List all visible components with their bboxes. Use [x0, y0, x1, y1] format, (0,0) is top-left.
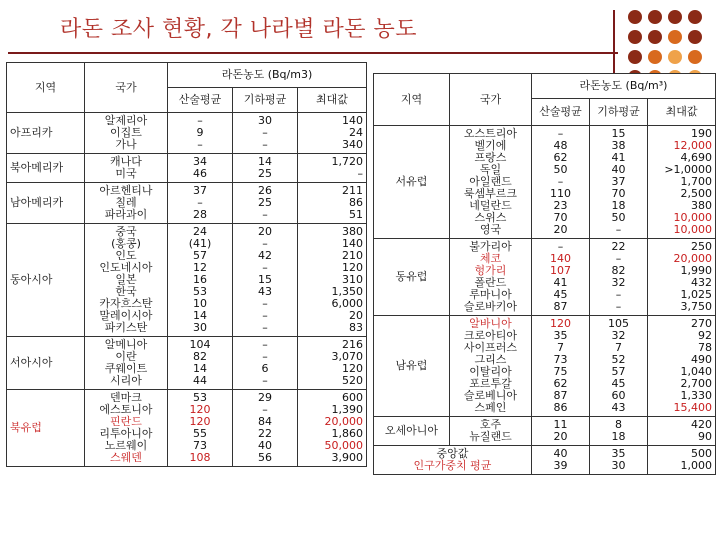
arith-cell: 104 82 14 44 — [168, 337, 233, 390]
region-cell: 아프리카 — [7, 113, 85, 154]
max-cell: 420 90 — [648, 417, 716, 446]
decor-dot — [628, 30, 642, 44]
max-text: 4,690 >1,0000 1,700 2,500 380 — [664, 151, 713, 212]
table-row — [374, 316, 716, 417]
country-cell — [450, 239, 532, 316]
header-region: 지역 — [7, 63, 85, 113]
max-text: 1,860 — [331, 427, 363, 440]
country-text-red: 핀란드 — [110, 415, 142, 428]
geo-cell: 14 25 — [233, 154, 298, 183]
max-cell: 380 140 210 120 310 1,350 6,000 20 83 — [298, 224, 367, 337]
arith-cell — [168, 390, 233, 467]
decor-dot — [688, 30, 702, 44]
max-text: 190 — [691, 127, 713, 140]
country-text: 폴란드 루마니아 슬로바키아 — [463, 276, 518, 313]
table-row — [374, 417, 716, 446]
decor-vertical-line — [613, 10, 615, 74]
country-cell — [85, 390, 168, 467]
decor-dot — [668, 10, 682, 24]
arith-text: – — [557, 240, 564, 253]
header-concentration: 라돈농도 (Bq/m3) — [168, 63, 367, 88]
geo-cell: 35 30 — [590, 446, 648, 475]
arith-text-red: 140 107 — [550, 252, 571, 277]
max-text: 250 — [691, 240, 713, 253]
country-cell — [450, 316, 532, 417]
geo-cell: 22 – 82 32 – – — [590, 239, 648, 316]
region-cell: 동유럽 — [374, 239, 450, 316]
radon-table-left — [6, 62, 367, 467]
geo-cell: 105 32 7 52 57 45 60 43 — [590, 316, 648, 417]
geo-cell: 15 38 41 40 37 70 18 50 – — [590, 126, 648, 239]
table-row — [7, 224, 367, 337]
country-cell: 중국 (홍콩) 인도 인도네시아 일본 한국 카자흐스탄 말레이시아 파키스탄 — [85, 224, 168, 337]
max-cell — [648, 316, 716, 417]
geo-cell: 20 – 42 – 15 43 – – – — [233, 224, 298, 337]
arith-text: 53 — [193, 391, 207, 404]
max-text-red: 12,000 — [673, 139, 713, 152]
region-cell: 오세아니아 — [374, 417, 450, 446]
table-row — [7, 337, 367, 390]
arith-text-red: 120 120 — [189, 403, 211, 428]
header-geo: 기하평균 — [590, 99, 648, 126]
decor-dot — [668, 30, 682, 44]
decor-dot — [628, 50, 642, 64]
header-row — [374, 74, 716, 99]
max-text: 600 1,390 — [331, 391, 363, 416]
max-cell: 500 1,000 — [648, 446, 716, 475]
median-label-cell — [374, 446, 532, 475]
region-cell: 서아시아 — [7, 337, 85, 390]
max-cell: 211 86 51 — [298, 183, 367, 224]
arith-text: 55 73 — [193, 427, 207, 452]
arith-text-red: 120 — [550, 317, 571, 330]
table-row — [7, 154, 367, 183]
median-label: 중앙값 — [436, 447, 469, 460]
arith-cell: 37 – 28 — [168, 183, 233, 224]
max-text-red: 15,400 — [673, 401, 713, 414]
country-text-red: 알바니아 — [469, 317, 512, 330]
arith-text-red: 108 — [189, 451, 211, 464]
country-text: 크로아티아 사이프러스 그리스 이탈리아 포르투갈 슬로베니아 스페인 — [463, 329, 518, 414]
table-row — [374, 126, 716, 239]
max-cell: 1,720 – — [298, 154, 367, 183]
header-row — [7, 63, 367, 88]
max-cell: 140 24 340 — [298, 113, 367, 154]
table-row — [374, 239, 716, 316]
arith-cell: 34 46 — [168, 154, 233, 183]
decor-horizontal-line — [8, 52, 618, 54]
arith-cell: 40 39 — [532, 446, 590, 475]
max-cell — [648, 126, 716, 239]
country-text: 덴마크 에스토니아 — [99, 391, 153, 416]
decor-dot — [648, 10, 662, 24]
region-cell: 북유럽 — [7, 390, 85, 467]
geo-cell: – – 6 – — [233, 337, 298, 390]
geo-cell: 29 – 84 22 40 56 — [233, 390, 298, 467]
header-geo: 기하평균 — [233, 88, 298, 113]
country-cell: 아르헨티나 칠레 파라과이 — [85, 183, 168, 224]
region-cell: 서유럽 — [374, 126, 450, 239]
country-cell: 알메니아 이란 쿠웨이트 시리아 — [85, 337, 168, 390]
decor-dot — [668, 50, 682, 64]
header-country: 국가 — [450, 74, 532, 126]
decor-dot — [648, 50, 662, 64]
region-cell: 남아메리카 — [7, 183, 85, 224]
country-cell: 호주 뉴질랜드 — [450, 417, 532, 446]
arith-cell: – 9 – — [168, 113, 233, 154]
header-country: 국가 — [85, 63, 168, 113]
header-arith: 산술평균 — [532, 99, 590, 126]
max-cell: 216 3,070 120 520 — [298, 337, 367, 390]
country-cell: 캐나다 미국 — [85, 154, 168, 183]
decor-dot — [628, 10, 642, 24]
radon-table-right — [373, 73, 716, 475]
max-text: 270 92 78 490 1,040 2,700 1,330 — [680, 317, 713, 402]
max-text-red: 20,000 — [673, 252, 713, 265]
table-row — [374, 446, 716, 475]
arith-cell — [532, 316, 590, 417]
page-title: 라돈 조사 현황, 각 나라별 라돈 농도 — [60, 17, 417, 42]
country-text: 불가리아 — [469, 240, 512, 253]
region-cell: 남유럽 — [374, 316, 450, 417]
arith-text: 41 45 87 — [553, 276, 568, 313]
geo-cell: 30 – – — [233, 113, 298, 154]
max-cell — [648, 239, 716, 316]
region-cell: 동아시아 — [7, 224, 85, 337]
decor-dot — [688, 50, 702, 64]
table-row — [7, 183, 367, 224]
max-cell — [298, 390, 367, 467]
country-text-red: 체코 헝가리 — [474, 252, 507, 277]
geo-cell: 26 25 – — [233, 183, 298, 224]
max-text: 3,900 — [331, 451, 363, 464]
region-cell: 북아메리카 — [7, 154, 85, 183]
header-max: 최대값 — [298, 88, 367, 113]
arith-text: 35 7 73 75 62 87 86 — [553, 329, 568, 414]
arith-cell: 11 20 — [532, 417, 590, 446]
geo-cell: 8 18 — [590, 417, 648, 446]
decor-dot — [688, 10, 702, 24]
max-text: 1,990 432 1,025 3,750 — [680, 264, 713, 313]
header-concentration: 라돈농도 (Bq/m³) — [532, 74, 716, 99]
country-text: 리투아니아 노르웨이 — [99, 427, 153, 452]
header-max: 최대값 — [648, 99, 716, 126]
max-text-red: 20,000 — [324, 415, 363, 428]
max-text-red: 50,000 — [324, 439, 363, 452]
arith-cell: 24 (41) 57 12 16 53 10 14 30 — [168, 224, 233, 337]
weighted-mean-label: 인구가중치 평균 — [413, 459, 492, 472]
country-cell: 알제리아 이집트 가나 — [85, 113, 168, 154]
table-row — [7, 113, 367, 154]
arith-cell — [532, 239, 590, 316]
header-arith: 산술평균 — [168, 88, 233, 113]
arith-cell: – 48 62 50 – 110 23 70 20 — [532, 126, 590, 239]
header-region: 지역 — [374, 74, 450, 126]
country-text-red: 스웨덴 — [110, 451, 142, 464]
decor-dot — [648, 30, 662, 44]
country-cell: 오스트리아 벨기에 프랑스 독일 아일랜드 룩셈부르크 네덜란드 스위스 영국 — [450, 126, 532, 239]
table-row — [7, 390, 367, 467]
max-text-red: 10,000 10,000 — [673, 211, 713, 236]
